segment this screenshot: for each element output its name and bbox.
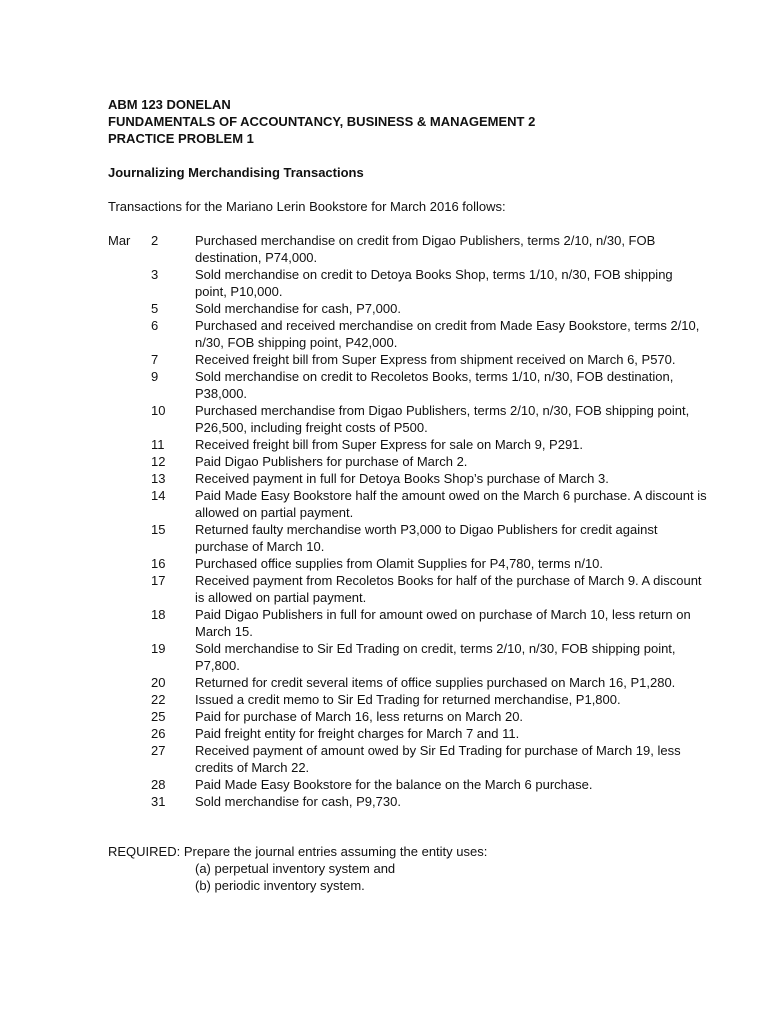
transaction-list [108,232,708,810]
transaction-row [108,470,708,487]
transaction-description: Sold merchandise for cash, P9,730. [195,794,401,809]
required-intro: REQUIRED: Prepare the journal entries assuming the entity uses: [108,844,488,859]
transaction-row [108,776,708,793]
transaction-row [108,402,708,436]
transaction-day: 18 [151,607,166,622]
problem-title: PRACTICE PROBLEM 1 [108,131,254,146]
transaction-day: 27 [151,743,166,758]
course-title: FUNDAMENTALS OF ACCOUNTANCY, BUSINESS & MANAGEMENT 2 [108,114,536,129]
transaction-row [108,555,708,572]
transaction-description: Received freight bill from Super Express from shipment received on March 6, P570. [195,352,676,367]
transaction-day: 25 [151,709,166,724]
transaction-day: 14 [151,488,166,503]
transaction-day: 13 [151,471,166,486]
transaction-description: Paid Made Easy Bookstore for the balance on the March 6 purchase. [195,777,593,792]
transaction-row [108,351,708,368]
transaction-day: 5 [151,301,159,316]
transaction-day: 10 [151,403,166,418]
transaction-description: Received freight bill from Super Express for sale on March 9, P291. [195,437,584,452]
transaction-row [108,436,708,453]
transaction-description: Returned faulty merchandise worth P3,000 to Digao Publishers for credit against purchase of March 10. [195,522,658,554]
transaction-day: 11 [151,437,165,452]
transaction-day: 15 [151,522,166,537]
transaction-row [108,606,708,640]
transaction-description: Purchased merchandise from Digao Publishers, terms 2/10, n/30, FOB shipping point, P26,500, including freight costs of P500. [195,403,690,435]
transaction-row [108,521,708,555]
required-section [108,843,708,894]
transaction-day: 28 [151,777,166,792]
transaction-description: Sold merchandise on credit to Detoya Books Shop, terms 1/10, n/30, FOB shipping point, P10,000. [195,267,673,299]
transaction-day: 9 [151,369,159,384]
transaction-row [108,640,708,674]
transaction-description: Purchased merchandise on credit from Digao Publishers, terms 2/10, n/30, FOB destination, P74,000. [195,233,656,265]
transaction-description: Paid Made Easy Bookstore half the amount owed on the March 6 purchase. A discount is allowed on partial payment. [195,488,707,520]
transaction-day: 6 [151,318,159,333]
transaction-row [108,691,708,708]
transaction-day: 20 [151,675,166,690]
transaction-row [108,368,708,402]
transaction-description: Issued a credit memo to Sir Ed Trading for returned merchandise, P1,800. [195,692,621,707]
transaction-row [108,487,708,521]
transaction-day: 17 [151,573,166,588]
transaction-row [108,708,708,725]
required-item-a: (a) perpetual inventory system and [195,861,396,876]
intro-text: Transactions for the Mariano Lerin Bookstore for March 2016 follows: [108,199,506,214]
transaction-description: Sold merchandise to Sir Ed Trading on credit, terms 2/10, n/30, FOB shipping point, P7,800. [195,641,676,673]
transaction-row [108,232,708,266]
transaction-day: 7 [151,352,159,367]
transaction-row [108,725,708,742]
transaction-row [108,793,708,810]
transaction-day: 22 [151,692,166,707]
transaction-row [108,266,708,300]
transaction-month: Mar [108,233,131,248]
transaction-day: 12 [151,454,166,469]
transaction-description: Sold merchandise for cash, P7,000. [195,301,401,316]
transaction-day: 2 [151,233,159,248]
transaction-row [108,572,708,606]
required-item-b: (b) periodic inventory system. [195,878,365,893]
course-code: ABM 123 DONELAN [108,97,231,112]
transaction-row [108,453,708,470]
document-page [108,96,708,894]
transaction-description: Sold merchandise on credit to Recoletos Books, terms 1/10, n/30, FOB destination, P38,000. [195,369,674,401]
transaction-row [108,300,708,317]
transaction-description: Paid Digao Publishers in full for amount owed on purchase of March 10, less return on March 15. [195,607,691,639]
transaction-description: Received payment of amount owed by Sir Ed Trading for purchase of March 19, less credits of March 22. [195,743,681,775]
transaction-row [108,317,708,351]
transaction-day: 19 [151,641,166,656]
transaction-description: Received payment in full for Detoya Books Shop’s purchase of March 3. [195,471,609,486]
transaction-description: Purchased and received merchandise on credit from Made Easy Bookstore, terms 2/10, n/30, FOB shipping point, P42,000. [195,318,700,350]
transaction-description: Received payment from Recoletos Books for half of the purchase of March 9. A discount is allowed on partial payment. [195,573,702,605]
transaction-description: Purchased office supplies from Olamit Supplies for P4,780, terms n/10. [195,556,604,571]
transaction-day: 26 [151,726,166,741]
transaction-description: Paid freight entity for freight charges for March 7 and 11. [195,726,520,741]
transaction-description: Paid for purchase of March 16, less returns on March 20. [195,709,524,724]
transaction-row [108,742,708,776]
transaction-description: Returned for credit several items of office supplies purchased on March 16, P1,280. [195,675,676,690]
transaction-day: 16 [151,556,166,571]
transaction-row [108,674,708,691]
transaction-day: 3 [151,267,159,282]
transaction-day: 31 [151,794,166,809]
transaction-description: Paid Digao Publishers for purchase of March 2. [195,454,468,469]
section-title: Journalizing Merchandising Transactions [108,165,364,180]
